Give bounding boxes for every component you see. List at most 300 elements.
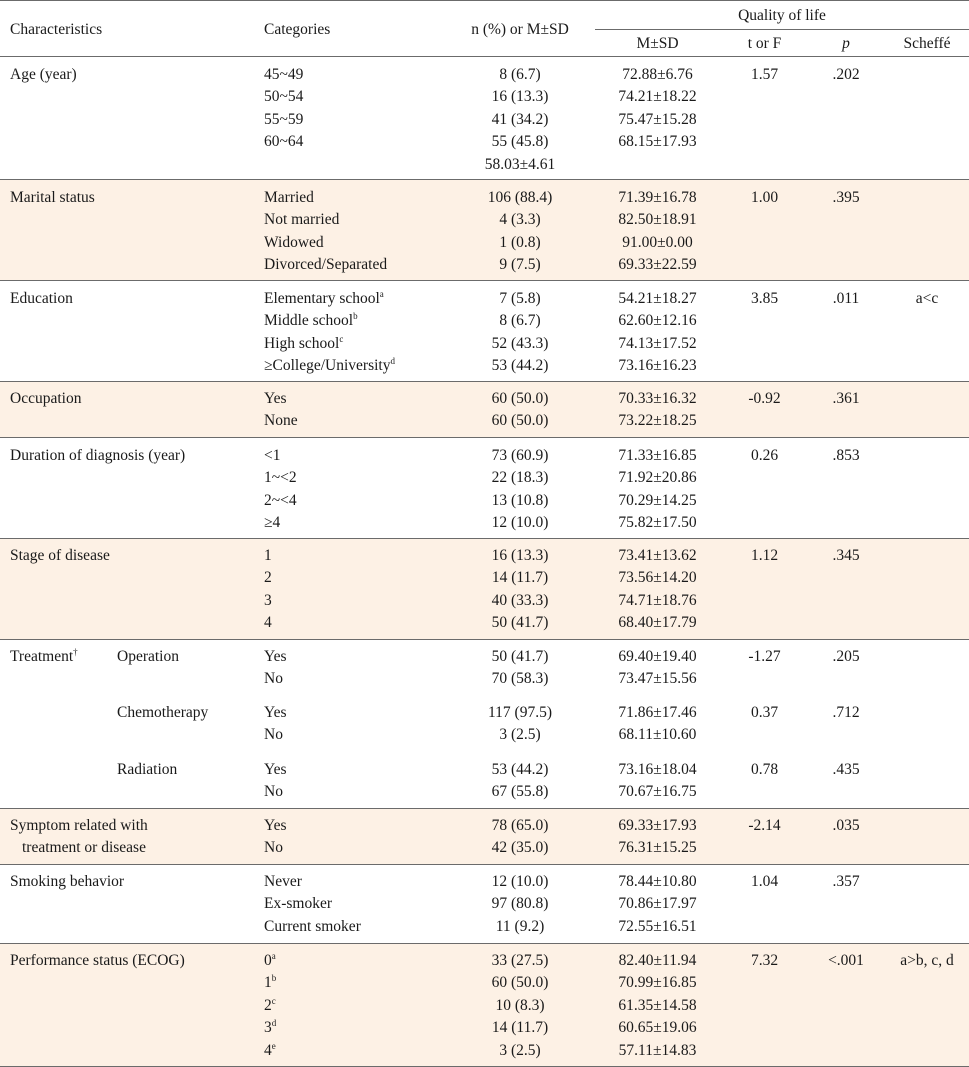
category-cell xyxy=(264,1040,276,1062)
t-or-f-cell xyxy=(722,871,807,893)
category-cell xyxy=(264,702,287,724)
mean-sd-cell xyxy=(595,950,720,972)
category-cell-text: Current smoker xyxy=(264,917,361,935)
n-percent-cell xyxy=(445,972,595,994)
n-percent-cell-text: 11 (9.2) xyxy=(495,917,545,935)
characteristic-label-superscript: † xyxy=(73,646,78,657)
category-cell-superscript: b xyxy=(353,311,358,322)
t-or-f-cell xyxy=(722,64,807,86)
mean-sd-cell-text: 73.56±14.20 xyxy=(618,569,697,587)
mean-sd-cell-text: 71.33±16.85 xyxy=(618,447,697,464)
n-percent-cell-text: 106 (88.4) xyxy=(487,189,553,206)
mean-sd-cell xyxy=(595,646,720,668)
t-or-f-cell-text: 0.78 xyxy=(750,761,779,778)
mean-sd-cell xyxy=(595,310,720,332)
p-value-cell xyxy=(807,388,885,410)
category-cell-text: 2 xyxy=(264,996,272,1014)
n-percent-cell xyxy=(445,131,595,153)
mean-sd-cell xyxy=(595,288,720,310)
category-cell-text: 50~54 xyxy=(264,88,304,106)
mean-sd-cell xyxy=(595,109,720,131)
characteristic-label-text: Duration of diagnosis (year) xyxy=(10,447,186,464)
p-value-cell-text: .357 xyxy=(832,873,860,890)
n-percent-cell-text: 8 (6.7) xyxy=(499,312,541,330)
n-percent-cell xyxy=(445,445,595,467)
category-cell xyxy=(264,64,303,86)
n-percent-cell-text: 22 (18.3) xyxy=(491,469,549,487)
mean-sd-cell xyxy=(595,64,720,86)
category-cell-text: Middle school xyxy=(264,312,354,330)
category-cell xyxy=(264,209,339,231)
t-or-f-cell-text: 1.00 xyxy=(750,189,779,206)
p-value-cell-text: .205 xyxy=(832,648,860,665)
mean-sd-cell-text: 72.88±6.76 xyxy=(622,66,693,83)
category-cell-text: 1~<2 xyxy=(264,469,297,487)
n-percent-cell-text: 55 (45.8) xyxy=(491,133,549,151)
mean-sd-cell xyxy=(595,545,720,567)
mean-sd-cell-text: 71.39±16.78 xyxy=(618,189,697,206)
category-cell-text: No xyxy=(264,839,283,857)
mean-sd-cell xyxy=(595,815,720,837)
mean-sd-cell-text: 74.71±18.76 xyxy=(618,591,697,609)
n-percent-cell xyxy=(445,310,595,332)
category-cell xyxy=(264,612,272,634)
n-percent-cell-text: 16 (13.3) xyxy=(491,88,549,106)
n-percent-cell xyxy=(445,187,595,209)
n-percent-cell-text: 60 (50.0) xyxy=(491,390,549,407)
n-percent-cell-text: 41 (34.2) xyxy=(491,110,549,128)
mean-sd-cell-text: 70.29±14.25 xyxy=(618,491,697,509)
row-rule xyxy=(0,943,969,944)
t-or-f-cell xyxy=(722,288,807,310)
n-percent-cell xyxy=(445,209,595,231)
mean-sd-cell xyxy=(595,512,720,534)
n-percent-cell-text: 52 (43.3) xyxy=(491,334,549,352)
category-cell xyxy=(264,512,280,534)
category-cell xyxy=(264,254,387,276)
p-value-cell-text: .395 xyxy=(832,189,860,206)
category-cell-text: 0 xyxy=(264,952,272,969)
category-cell-superscript: d xyxy=(390,356,395,367)
n-percent-cell xyxy=(445,724,595,746)
p-value-cell xyxy=(807,871,885,893)
row-rule xyxy=(0,808,969,809)
category-cell xyxy=(264,916,361,938)
mean-sd-cell xyxy=(595,837,720,859)
n-percent-cell-text: 117 (97.5) xyxy=(488,704,552,721)
n-percent-cell xyxy=(445,916,595,938)
p-value-cell-text: .435 xyxy=(832,761,860,778)
mean-sd-cell xyxy=(595,355,720,377)
t-or-f-cell-text: 0.26 xyxy=(750,447,779,464)
mean-sd-cell xyxy=(595,490,720,512)
category-cell xyxy=(264,950,276,972)
n-percent-cell xyxy=(445,410,595,432)
n-percent-cell-text: 12 (10.0) xyxy=(491,873,549,890)
row-rule xyxy=(0,437,969,438)
mean-sd-cell-text: 75.82±17.50 xyxy=(618,514,697,532)
category-cell xyxy=(264,759,287,781)
n-percent-cell-text: 4 (3.3) xyxy=(499,211,541,229)
n-percent-cell-text: 73 (60.9) xyxy=(491,447,549,464)
category-cell xyxy=(264,410,298,432)
category-cell xyxy=(264,131,303,153)
p-value-cell-text: .035 xyxy=(832,817,860,834)
characteristic-label-text: Performance status (ECOG) xyxy=(10,952,185,969)
category-cell-text: Yes xyxy=(264,648,287,665)
n-percent-cell-text: 50 (41.7) xyxy=(491,648,549,665)
category-cell xyxy=(264,445,281,467)
treatment-subcategory xyxy=(117,702,208,724)
n-percent-cell-text: 12 (10.0) xyxy=(491,514,549,532)
characteristic-label xyxy=(10,388,81,410)
n-percent-cell xyxy=(445,1040,595,1062)
category-cell-text: None xyxy=(264,412,298,430)
mean-sd-cell-text: 71.92±20.86 xyxy=(618,469,697,487)
p-value-cell-text: .011 xyxy=(832,290,860,307)
header-sub-rule xyxy=(595,29,969,30)
n-percent-cell-text: 14 (11.7) xyxy=(491,569,549,587)
category-cell-superscript: a xyxy=(271,950,276,961)
category-cell xyxy=(264,972,276,994)
category-cell-superscript: e xyxy=(271,1040,276,1051)
p-value-cell-text: .202 xyxy=(832,66,860,83)
mean-sd-cell xyxy=(595,702,720,724)
t-or-f-cell-text: 1.12 xyxy=(750,547,779,564)
n-percent-cell xyxy=(445,232,595,254)
n-percent-cell xyxy=(445,759,595,781)
mean-sd-cell-text: 68.40±17.79 xyxy=(618,614,697,632)
header-quality-of-life: Quality of life xyxy=(738,7,826,24)
characteristic-label xyxy=(10,64,77,86)
n-percent-cell xyxy=(445,355,595,377)
mean-sd-cell-text: 69.40±19.40 xyxy=(618,648,697,665)
category-cell-text: Yes xyxy=(264,817,287,834)
scheffe-cell xyxy=(885,950,969,972)
category-cell-text: ≥College/University xyxy=(264,357,391,375)
mean-sd-cell xyxy=(595,781,720,803)
t-or-f-cell xyxy=(722,445,807,467)
n-percent-cell-text: 40 (33.3) xyxy=(491,591,549,609)
treatment-subcategory-text: Operation xyxy=(117,648,179,665)
category-cell-text: Married xyxy=(264,189,314,206)
mean-sd-cell-text: 60.65±19.06 xyxy=(618,1019,697,1037)
n-percent-cell xyxy=(445,837,595,859)
n-percent-cell-text: 78 (65.0) xyxy=(491,817,549,834)
category-cell-text: No xyxy=(264,670,283,688)
mean-sd-cell-text: 70.67±16.75 xyxy=(618,783,697,801)
mean-sd-cell-text: 69.33±17.93 xyxy=(618,817,697,834)
category-cell-text: 45~49 xyxy=(264,66,304,83)
category-cell-text: No xyxy=(264,726,283,744)
n-percent-cell xyxy=(445,950,595,972)
characteristic-label xyxy=(10,545,110,567)
p-value-cell xyxy=(807,64,885,86)
category-cell xyxy=(264,310,358,332)
characteristic-label-text: Symptom related with xyxy=(10,817,148,834)
mean-sd-cell xyxy=(595,232,720,254)
category-cell xyxy=(264,490,297,512)
characteristic-label-text: Education xyxy=(10,290,73,307)
category-cell-text: Never xyxy=(264,873,302,890)
n-percent-cell xyxy=(445,64,595,86)
mean-sd-cell xyxy=(595,590,720,612)
category-cell xyxy=(264,388,287,410)
t-or-f-cell-text: 3.85 xyxy=(750,290,779,307)
n-percent-cell xyxy=(445,288,595,310)
treatment-subcategory xyxy=(117,646,179,668)
n-percent-cell-text: 53 (44.2) xyxy=(491,357,549,375)
category-cell-text: 55~59 xyxy=(264,110,304,128)
n-percent-cell xyxy=(445,815,595,837)
category-cell-superscript: c xyxy=(271,995,276,1006)
n-percent-cell xyxy=(445,388,595,410)
n-percent-cell xyxy=(445,512,595,534)
header-msd: M±SD xyxy=(636,35,679,52)
mean-sd-cell-text: 71.86±17.46 xyxy=(618,704,697,721)
mean-sd-cell xyxy=(595,724,720,746)
n-percent-cell xyxy=(445,612,595,634)
category-cell-text: <1 xyxy=(264,447,281,464)
n-percent-cell xyxy=(445,567,595,589)
characteristic-label xyxy=(10,646,78,668)
category-cell-text: Divorced/Separated xyxy=(264,256,388,274)
p-value-cell-text: .853 xyxy=(832,447,860,464)
n-percent-cell xyxy=(445,781,595,803)
category-cell xyxy=(264,995,276,1017)
mean-sd-cell xyxy=(595,388,720,410)
n-percent-cell-text: 33 (27.5) xyxy=(491,952,549,969)
mean-sd-cell-text: 68.15±17.93 xyxy=(618,133,697,151)
category-cell xyxy=(264,1017,276,1039)
p-value-cell-text: .712 xyxy=(832,704,860,721)
mean-sd-cell-text: 70.86±17.97 xyxy=(618,895,697,913)
mean-sd-cell-text: 73.16±16.23 xyxy=(618,357,697,375)
characteristic-label xyxy=(10,950,185,972)
category-cell-text: 60~64 xyxy=(264,133,304,151)
mean-sd-cell xyxy=(595,1040,720,1062)
mean-sd-cell-text: 82.40±11.94 xyxy=(618,952,697,969)
n-percent-cell xyxy=(445,646,595,668)
characteristic-label-text: Occupation xyxy=(10,390,82,407)
characteristic-label xyxy=(10,288,73,310)
n-percent-cell-text: 60 (50.0) xyxy=(491,974,549,992)
treatment-subcategory-text: Radiation xyxy=(117,761,178,778)
category-cell-text: 1 xyxy=(264,974,272,992)
mean-sd-cell-text: 76.31±15.25 xyxy=(618,839,697,857)
mean-sd-cell xyxy=(595,131,720,153)
t-or-f-cell-text: -0.92 xyxy=(748,390,781,407)
p-value-cell xyxy=(807,702,885,724)
treatment-subcategory xyxy=(117,759,177,781)
category-cell xyxy=(264,333,343,355)
n-percent-cell xyxy=(445,86,595,108)
n-percent-cell-text: 10 (8.3) xyxy=(495,996,545,1014)
p-value-cell-text: .345 xyxy=(832,547,860,564)
p-value-cell xyxy=(807,759,885,781)
n-percent-cell xyxy=(445,154,595,176)
t-or-f-cell-text: 1.04 xyxy=(750,873,779,890)
characteristic-label-text: Age (year) xyxy=(10,66,77,83)
n-percent-cell xyxy=(445,871,595,893)
category-cell-text: Yes xyxy=(264,704,287,721)
p-value-cell xyxy=(807,187,885,209)
n-percent-cell xyxy=(445,109,595,131)
category-cell-superscript: d xyxy=(271,1018,277,1029)
category-cell xyxy=(264,467,297,489)
category-cell-text: High school xyxy=(264,334,340,352)
p-value-cell xyxy=(807,646,885,668)
mean-sd-cell-text: 68.11±10.60 xyxy=(618,726,697,744)
n-percent-cell xyxy=(445,668,595,690)
mean-sd-cell-text: 72.55±16.51 xyxy=(618,917,697,935)
characteristic-label-text: Marital status xyxy=(10,189,95,206)
category-cell-superscript: a xyxy=(379,288,384,299)
characteristic-label xyxy=(22,837,146,859)
category-cell-text: 4 xyxy=(264,1041,272,1059)
header-rule xyxy=(0,56,969,57)
mean-sd-cell-text: 54.21±18.27 xyxy=(618,290,697,307)
header-categories: Categories xyxy=(264,21,331,38)
mean-sd-cell xyxy=(595,86,720,108)
mean-sd-cell xyxy=(595,410,720,432)
n-percent-cell xyxy=(445,333,595,355)
category-cell xyxy=(264,837,283,859)
n-percent-cell-text: 7 (5.8) xyxy=(499,290,541,307)
row-rule xyxy=(0,864,969,865)
category-cell-text: Widowed xyxy=(264,233,324,251)
p-value-cell xyxy=(807,445,885,467)
row-rule xyxy=(0,179,969,180)
category-cell xyxy=(264,355,395,377)
row-rule xyxy=(0,639,969,640)
characteristic-label xyxy=(10,815,148,837)
mean-sd-cell xyxy=(595,254,720,276)
category-cell xyxy=(264,871,302,893)
t-or-f-cell-text: 1.57 xyxy=(750,66,779,83)
mean-sd-cell xyxy=(595,893,720,915)
mean-sd-cell-text: 57.11±14.83 xyxy=(618,1041,697,1059)
n-percent-cell xyxy=(445,545,595,567)
mean-sd-cell-text: 70.99±16.85 xyxy=(618,974,697,992)
category-cell-text: 3 xyxy=(264,1019,272,1037)
category-cell xyxy=(264,590,272,612)
category-cell-text: No xyxy=(264,783,283,801)
scheffe-cell xyxy=(885,288,969,310)
mean-sd-cell xyxy=(595,567,720,589)
n-percent-cell-text: 50 (41.7) xyxy=(491,614,549,632)
category-cell-text: 4 xyxy=(264,614,272,632)
p-value-cell xyxy=(807,815,885,837)
t-or-f-cell xyxy=(722,388,807,410)
category-cell-text: Not married xyxy=(264,211,340,229)
n-percent-cell-text: 58.03±4.61 xyxy=(484,155,556,173)
mean-sd-cell-text: 73.41±13.62 xyxy=(618,547,697,564)
t-or-f-cell xyxy=(722,815,807,837)
n-percent-cell-text: 53 (44.2) xyxy=(491,761,549,778)
category-cell xyxy=(264,893,332,915)
mean-sd-cell xyxy=(595,759,720,781)
characteristic-label-text: Smoking behavior xyxy=(10,873,125,890)
mean-sd-cell-text: 74.13±17.52 xyxy=(618,334,697,352)
t-or-f-cell xyxy=(722,545,807,567)
characteristic-label-text: Treatment xyxy=(10,648,74,665)
n-percent-cell-text: 60 (50.0) xyxy=(491,412,549,430)
category-cell xyxy=(264,781,283,803)
category-cell-superscript: c xyxy=(339,333,344,344)
category-cell xyxy=(264,724,283,746)
t-or-f-cell xyxy=(722,950,807,972)
mean-sd-cell-text: 75.47±15.28 xyxy=(618,110,697,128)
n-percent-cell-text: 8 (6.7) xyxy=(499,66,541,83)
mean-sd-cell-text: 73.16±18.04 xyxy=(618,761,697,778)
mean-sd-cell-text: 91.00±0.00 xyxy=(622,233,693,251)
category-cell-superscript: b xyxy=(271,973,277,984)
header-n-msd: n (%) or M±SD xyxy=(471,21,569,38)
category-cell-text: ≥4 xyxy=(264,514,281,532)
n-percent-cell-text: 14 (11.7) xyxy=(491,1019,549,1037)
n-percent-cell-text: 42 (35.0) xyxy=(491,839,549,857)
t-or-f-cell-text: 0.37 xyxy=(750,704,779,721)
n-percent-cell-text: 67 (55.8) xyxy=(491,783,549,801)
n-percent-cell-text: 97 (80.8) xyxy=(491,895,549,913)
p-value-cell-text: <.001 xyxy=(828,952,864,969)
top-rule xyxy=(0,0,969,1)
row-rule xyxy=(0,280,969,281)
category-cell xyxy=(264,646,287,668)
t-or-f-cell xyxy=(722,187,807,209)
mean-sd-cell xyxy=(595,467,720,489)
category-cell-text: 3 xyxy=(264,591,272,609)
category-cell xyxy=(264,109,303,131)
n-percent-cell xyxy=(445,702,595,724)
header-t-or-f: t or F xyxy=(747,35,782,52)
mean-sd-cell xyxy=(595,871,720,893)
t-or-f-cell xyxy=(722,702,807,724)
n-percent-cell xyxy=(445,1017,595,1039)
scheffe-cell-text: a<c xyxy=(915,290,939,307)
mean-sd-cell xyxy=(595,995,720,1017)
mean-sd-cell-text: 61.35±14.58 xyxy=(618,996,697,1014)
category-cell-text: 1 xyxy=(264,547,272,564)
mean-sd-cell-text: 82.50±18.91 xyxy=(618,211,697,229)
mean-sd-cell xyxy=(595,445,720,467)
category-cell xyxy=(264,86,303,108)
header-p: p xyxy=(842,35,850,52)
t-or-f-cell xyxy=(722,759,807,781)
p-value-cell xyxy=(807,288,885,310)
n-percent-cell xyxy=(445,893,595,915)
n-percent-cell-text: 1 (0.8) xyxy=(499,233,541,251)
scheffe-cell-text: a>b, c, d xyxy=(900,952,954,969)
p-value-cell xyxy=(807,950,885,972)
mean-sd-cell-text: 73.22±18.25 xyxy=(618,412,697,430)
category-cell xyxy=(264,668,283,690)
mean-sd-cell-text: 78.44±10.80 xyxy=(618,873,697,890)
characteristic-label xyxy=(10,445,185,467)
n-percent-cell-text: 3 (2.5) xyxy=(499,726,541,744)
category-cell-text: 2~<4 xyxy=(264,491,297,509)
p-value-cell xyxy=(807,545,885,567)
n-percent-cell-text: 9 (7.5) xyxy=(499,256,541,274)
n-percent-cell-text: 13 (10.8) xyxy=(491,491,549,509)
characteristic-label-text: treatment or disease xyxy=(22,839,146,857)
characteristic-label xyxy=(10,187,95,209)
n-percent-cell xyxy=(445,995,595,1017)
category-cell-text: Yes xyxy=(264,390,287,407)
mean-sd-cell xyxy=(595,1017,720,1039)
category-cell-text: Elementary school xyxy=(264,290,380,307)
